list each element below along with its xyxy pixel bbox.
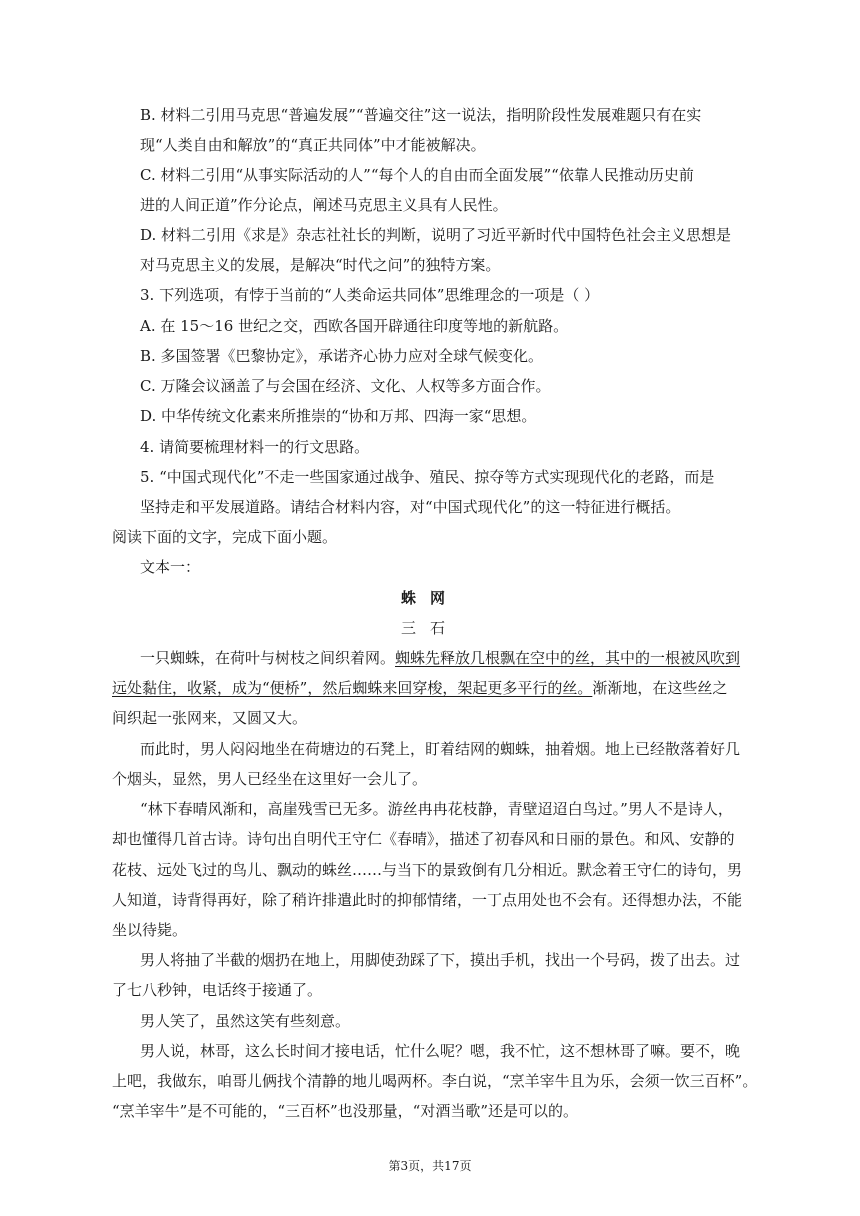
text-one-label: 文本一： (140, 558, 201, 576)
paragraph-3-line1: “林下春晴风渐和，高崖残雪已无多。游丝冉冉花枝静，青壁迢迢白鸟过。”男人不是诗人， (140, 800, 733, 818)
paragraph-3-line3: 花枝、远处飞过的鸟儿、飘动的蛛丝……与当下的景致倒有几分相近。默念着王守仁的诗句，男 (112, 861, 743, 879)
paragraph-1-text: 渐渐地，在这些丝之 (592, 679, 728, 697)
paragraph-1-line1 (140, 648, 740, 668)
underlined-passage: 远处黏住，收紧，成为“便桥”，然后蜘蛛来回穿梭，架起更多平行的丝。 (112, 679, 593, 697)
paragraph-4-line2: 了七八秒钟，电话终于接通了。 (112, 981, 323, 999)
option-c-line1: C. 材料二引用“从事实际活动的人”“每个人的自由而全面发展”“依靠人民推动历史前 (140, 166, 694, 184)
paragraph-4-line1: 男人将抽了半截的烟扔在地上，用脚使劲踩了下，摸出手机，找出一个号码，拨了出去。过 (140, 951, 741, 969)
question-3-option-c: C. 万隆会议涵盖了与会国在经济、文化、人权等多方面合作。 (140, 377, 551, 395)
story-title: 蛛网 (400, 589, 459, 607)
paragraph-3-line2: 却也懂得几首古诗。诗句出自明代王守仁《春晴》，描述了初春风和日丽的景色。和风、安静的 (112, 830, 735, 848)
question-4: 4. 请简要梳理材料一的行文思路。 (140, 438, 370, 456)
paragraph-6-line1: 男人说，林哥，这么长时间才接电话，忙什么呢？嗯，我不忙，这不想林哥了嘛。要不，晚 (140, 1042, 741, 1060)
question-3-option-d: D. 中华传统文化素来所推崇的“协和万邦、四海一家“思想。 (140, 407, 537, 425)
question-3-stem: 3. 下列选项，有悖于当前的“人类命运共同体”思维理念的一项是（ ） (140, 286, 600, 304)
underlined-passage: 蜘蛛先释放几根飘在空中的丝，其中的一根被风吹到 (395, 649, 741, 667)
paragraph-5-line1: 男人笑了，虽然这笑有些刻意。 (140, 1012, 351, 1030)
question-3-option-a: A. 在 15～16 世纪之交，西欧各国开辟通往印度等地的新航路。 (140, 317, 569, 335)
paragraph-2-line1: 而此时，男人闷闷地坐在荷塘边的石凳上，盯着结网的蜘蛛，抽着烟。地上已经散落着好几 (140, 740, 741, 758)
question-5-line1: 5. “中国式现代化”不走一些国家通过战争、殖民、掠夺等方式实现现代化的老路，而是 (140, 468, 715, 486)
paragraph-6-line3: “烹羊宰牛”是不可能的，“三百杯”也没那量，“对酒当歌”还是可以的。 (112, 1102, 579, 1120)
reading-instruction: 阅读下面的文字，完成下面小题。 (112, 528, 338, 546)
paragraph-1-line2 (112, 678, 727, 698)
paragraph-2-line2: 个烟头，显然，男人已经坐在这里好一会儿了。 (112, 770, 428, 788)
option-c-line2: 进的人间正道”作分论点，阐述马克思主义具有人民性。 (140, 196, 508, 214)
story-author: 三石 (400, 619, 459, 637)
paragraph-1-text: 一只蜘蛛，在荷叶与树枝之间织着网。 (140, 649, 396, 667)
question-3-option-b: B. 多国签署《巴黎协定》，承诺齐心协力应对全球气候变化。 (140, 347, 544, 365)
paragraph-6-line2: 上吧，我做东，咱哥儿俩找个清静的地儿喝两杯。李白说，“烹羊宰牛且为乐，会须一饮三百杯”。 (112, 1072, 758, 1090)
option-b-line2: 现“人类自由和解放”的“真正共同体”中才能被解决。 (140, 136, 486, 154)
question-5-line2: 坚持走和平发展道路。请结合材料内容，对“中国式现代化”的这一特征进行概括。 (140, 498, 681, 516)
option-d-line2: 对马克思主义的发展，是解决“时代之问”的独特方案。 (140, 256, 501, 274)
paragraph-1-line3: 间织起一张网来，又圆又大。 (112, 709, 308, 727)
paragraph-3-line5: 坐以待毙。 (112, 921, 188, 939)
paragraph-3-line4: 人知道，诗背得再好，除了稍许排遣此时的抑郁情绪，一丁点用处也不会有。还得想办法，不能 (112, 891, 743, 909)
option-b-line1: B. 材料二引用马克思“普遍发展”“普遍交往”这一说法，指明阶段性发展难题只有在实 (140, 106, 702, 124)
page-footer: 第3页，共17页 (388, 1159, 472, 1173)
option-d-line1: D. 材料二引用《求是》杂志社社长的判断，说明了习近平新时代中国特色社会主义思想是 (140, 226, 732, 244)
